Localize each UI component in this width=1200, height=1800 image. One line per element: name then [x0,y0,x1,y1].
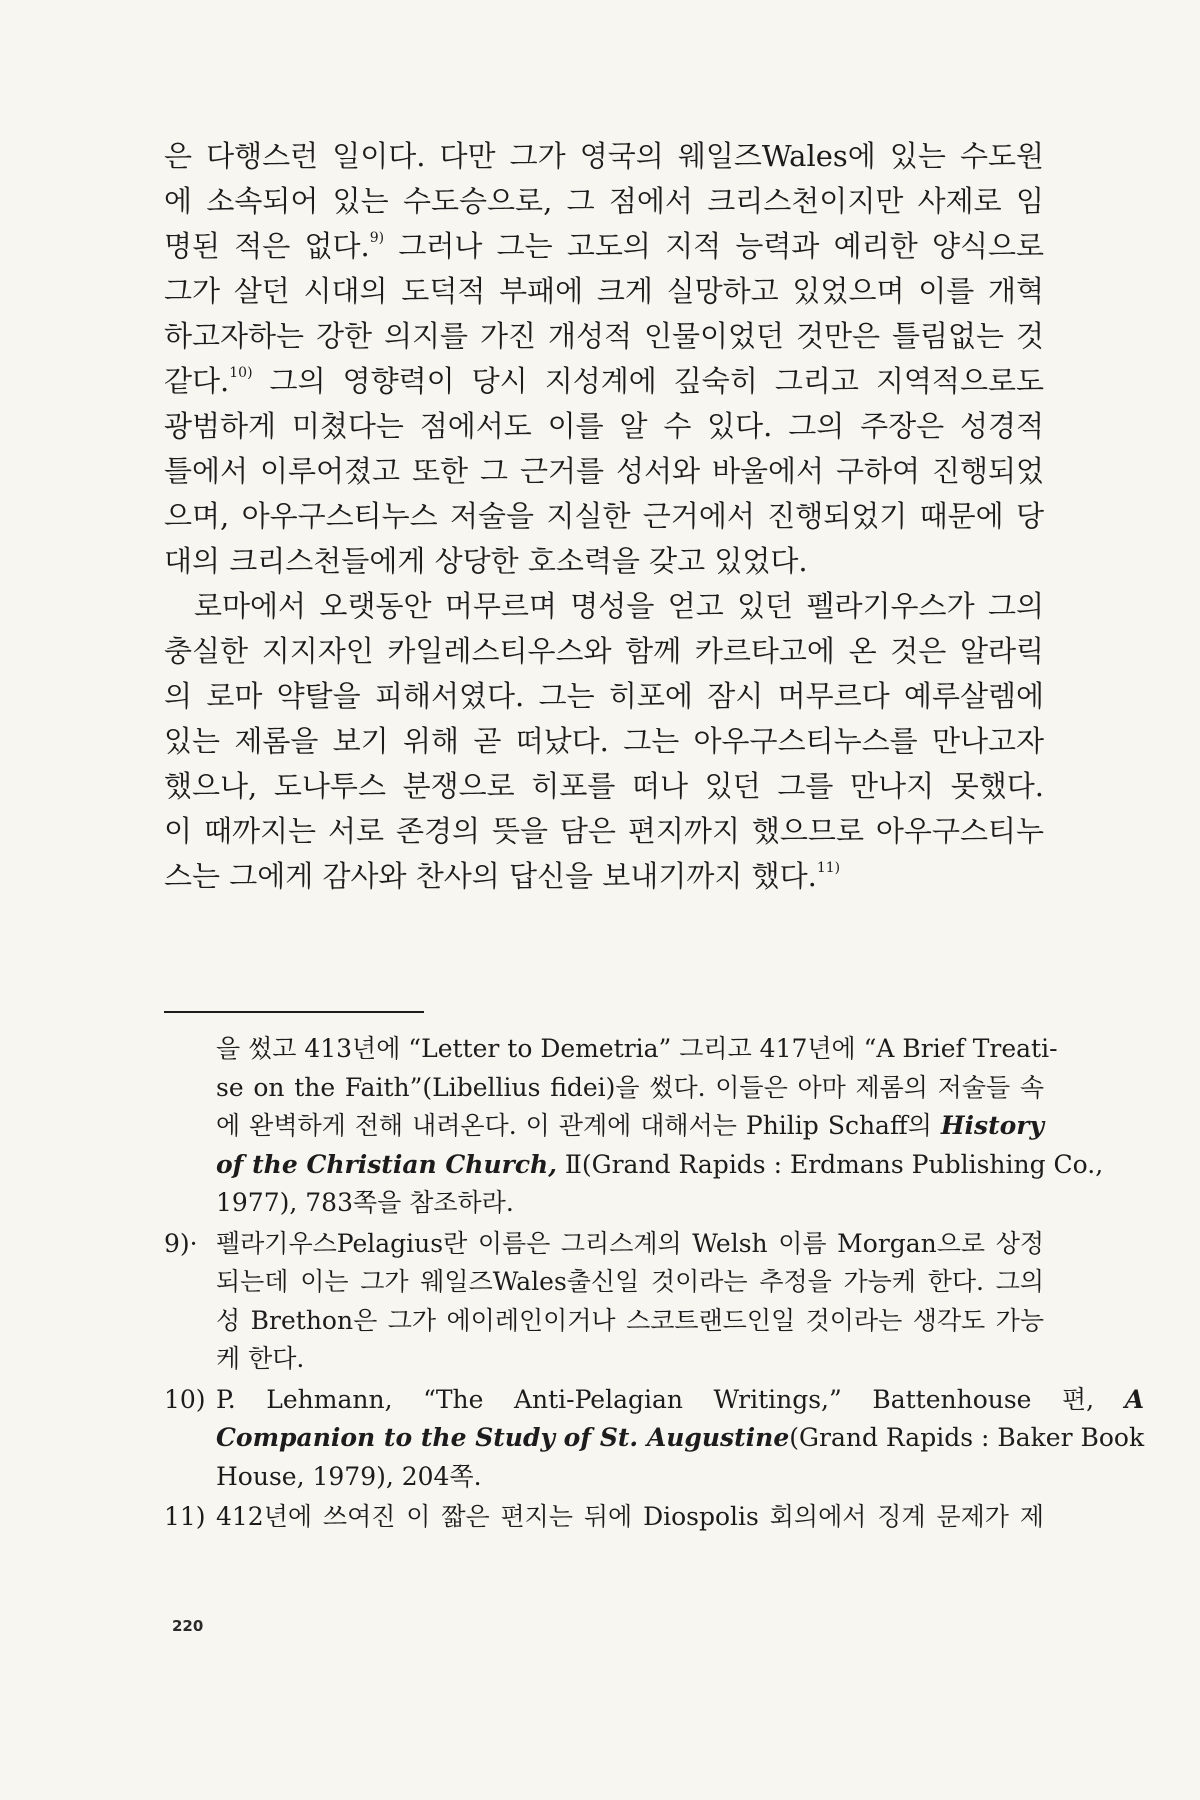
text-segment: 그의 영향력이 당시 지성계에 깊숙히 그리고 지역적으로도 [252,364,1044,398]
footnote-ref: 10) [229,365,253,381]
footnote-line [216,1107,1044,1146]
footnote-line: 1977), 783쪽을 참조하라. [216,1188,514,1217]
footnote-line [216,1146,1104,1185]
page-number: 220 [172,1617,204,1635]
footnote-11 [164,1498,1044,1537]
footnote-continued [164,1030,1104,1223]
text-line: 광범하게 미쳤다는 점에서도 이를 알 수 있다. 그의 주장은 성경적 [164,409,1044,443]
book-title: History [940,1111,1044,1140]
footnote-line: se on the Faith”(Libellius fidei)을 썼다. 이들은 아마 제롬의 저술들 속 [216,1072,1044,1102]
footnote-line: 을 썼고 413년에 “Letter to Demetria” 그리고 417년에 “A Brief Treati- [216,1034,1058,1063]
text-line: 으며, 아우구스티누스 저술을 지실한 근거에서 진행되었기 때문에 당 [164,499,1044,533]
footnote-divider [164,1011,424,1013]
footnote-line: 412년에 쓰여진 이 짧은 편지는 뒤에 Diospolis 회의에서 징계 문제가 제 [216,1502,1044,1531]
main-text [164,134,1044,899]
footnote-line: 펠라기우스Pelagius란 이름은 그리스계의 Welsh 이름 Morgan으로 상정 [216,1228,1044,1258]
text-segment: P. Lehmann, “The Anti-Pelagian Writings,” Battenhouse 편, [216,1384,1125,1414]
text-line: 로마에서 오랫동안 머무르며 명성을 얻고 있던 펠라기우스가 그의 [194,589,1044,623]
footnote-number: 11) [164,1502,206,1531]
footnote-number: 10) [164,1384,206,1414]
footnote-text [216,1498,1044,1537]
text-line [164,854,1044,899]
text-line [164,224,1044,269]
text-line: 의 로마 약탈을 피해서였다. 그는 히포에 잠시 머무르다 예루살렘에 [164,679,1044,713]
text-segment: Ⅱ(Grand Rapids : Erdmans Publishing Co., [556,1149,1104,1179]
footnote-line [216,1419,1144,1458]
text-line: 하고자하는 강한 의지를 가진 개성적 인물이었던 것만은 틀림없는 것 [164,319,1044,353]
text-line: 에 소속되어 있는 수도승으로, 그 점에서 크리스천이지만 사제로 임 [164,184,1044,218]
footnotes [164,1030,1145,1537]
footnote-line: 성 Brethon은 그가 에이레인이거나 스코트랜드인일 것이라는 생각도 가능 [216,1305,1044,1335]
text-line: 했으나, 도나투스 분쟁으로 히포를 떠나 있던 그를 만나지 못했다. [164,769,1044,803]
footnote-number: 9)· [164,1228,198,1258]
text-segment: 같다. [164,364,230,398]
footnote-line [216,1381,1144,1420]
text-line: 충실한 지지자인 카일레스티우스와 함께 카르타고에 온 것은 알라릭 [164,634,1044,668]
text-segment: (Grand Rapids : Baker Book [789,1423,1145,1452]
text-line: 그가 살던 시대의 도덕적 부패에 크게 실망하고 있었으며 이를 개혁 [164,274,1044,308]
text-line: 대의 크리스천들에게 상당한 호소력을 갖고 있었다. [164,544,808,578]
footnote-text [216,1381,1144,1497]
text-line: 이 때까지는 서로 존경의 뜻을 담은 편지까지 했으므로 아우구스티누 [164,814,1044,848]
footnote-text [216,1225,1044,1379]
footnote-line: House, 1979), 204쪽. [216,1461,482,1491]
text-line: 은 다행스런 일이다. 다만 그가 영국의 웨일즈Wales에 있는 수도원 [164,139,1044,173]
footnote-9 [164,1225,1044,1379]
footnote-ref: 11) [816,860,841,876]
footnote-10 [164,1381,1145,1497]
footnote-line: 되는데 이는 그가 웨일즈Wales출신일 것이라는 추정을 가능케 한다. 그의 [216,1267,1044,1296]
text-line: 있는 제롬을 보기 위해 곧 떠났다. 그는 아우구스티누스를 만나고자 [164,724,1044,758]
text-segment: 그러나 그는 고도의 지적 능력과 예리한 양식으로 [384,229,1044,263]
text-segment: 에 완벽하게 전해 내려온다. 이 관계에 대해서는 Philip Schaff의 [216,1111,941,1140]
text-line: 틀에서 이루어졌고 또한 그 근거를 성서와 바울에서 구하여 진행되었 [164,454,1044,488]
book-title: Companion to the Study of St. Augustine [216,1423,790,1452]
book-title: of the Christian Church, [216,1149,557,1179]
book-title: A [1124,1384,1145,1414]
footnote-ref: 9) [369,230,385,246]
text-line [164,359,1044,404]
text-segment: 스는 그에게 감사와 찬사의 답신을 보내기까지 했다. [164,859,817,893]
footnote-line: 케 한다. [216,1344,305,1373]
text-segment: 명된 적은 없다. [164,229,370,263]
